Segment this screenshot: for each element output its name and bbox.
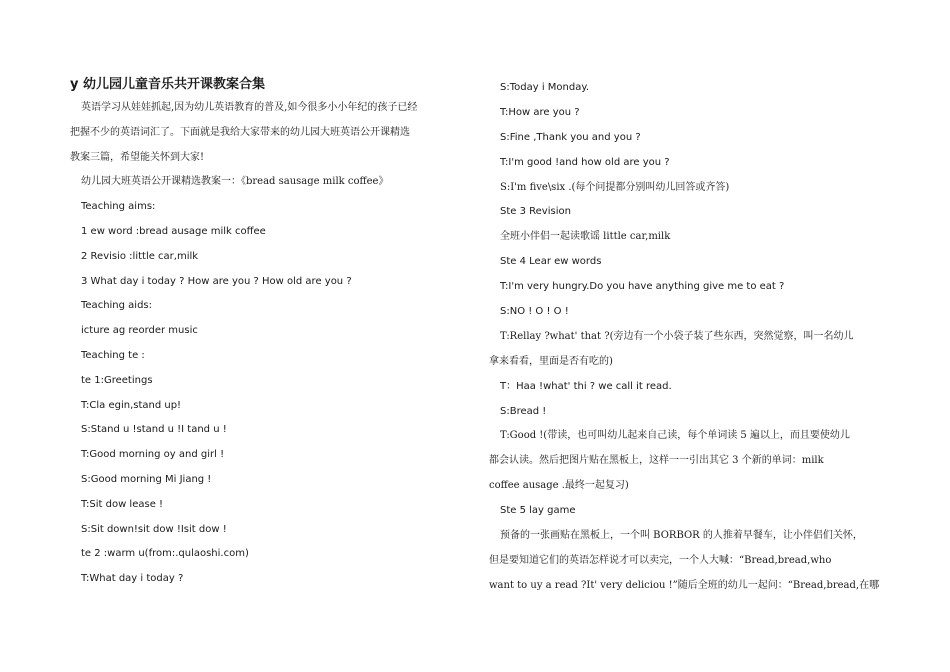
text-line: S:Today i Monday. (500, 82, 590, 93)
text-line: T:Good !(带读，也可叫幼儿起来自己读，每个单词读 5 遍以上，而且要使幼儿 (500, 430, 850, 442)
text-line: S:NO ! O ! O ! (500, 306, 569, 318)
text-line: 2 Revisio :little car,milk (81, 250, 199, 262)
text-line: T:I'm good !and how old are you ? (500, 156, 670, 168)
text-line: te 1:Greetings (81, 374, 153, 386)
text-line: T:Sit dow lease ! (81, 498, 164, 510)
text-line: 幼儿园大班英语公开课精选教案一：《bread sausage milk coffee》 (81, 176, 389, 188)
text-line: want to uy a read ?It' very deliciou !”随后全班的幼儿一起问：“Bread,bread,在哪 (489, 579, 880, 591)
text-line: T:Cla egin,stand up! (81, 399, 182, 411)
text-line: T:What day i today ? (81, 573, 184, 585)
right-column-lines (489, 76, 889, 599)
text-line: Teaching aids: (81, 300, 153, 312)
text-line: 拿来看看，里面是否有吃的) (489, 355, 613, 367)
text-line: T:Rellay ?what' that ?(旁边有一个小袋子装了些东西，突然觉察，叫一名幼儿 (500, 330, 854, 342)
text-line: 都会认读。然后把图片贴在黑板上，这样一一引出其它 3 个新的单词：milk (489, 455, 824, 467)
text-line: S:Good morning Mi Jiang ! (81, 473, 212, 485)
right-column (489, 76, 889, 599)
left-column (70, 74, 470, 592)
text-line: 3 What day i today ? How are you ? How old are you ? (81, 275, 352, 287)
text-line: Ste 3 Revision (500, 206, 571, 218)
text-line: T:How are you ? (500, 106, 580, 118)
text-line: S:Stand u !stand u !I tand u ! (81, 424, 227, 436)
text-line: S:Bread ! (500, 405, 547, 417)
text-line: icture ag reorder music (81, 325, 198, 337)
text-line: T:I'm very hungry.Do you have anything give me to eat ? (500, 281, 785, 293)
text-line: 全班小伴侣一起读歌谣 little car,milk (500, 231, 671, 243)
text-line: 英语学习从娃娃抓起,因为幼儿英语教育的普及,如今很多小小年纪的孩子已经 (81, 102, 418, 113)
text-line: 教案三篇，希望能关怀到大家! (70, 151, 205, 163)
text-line: 预备的一张画贴在黑板上，一个叫 BORBOR 的人推着早餐车，让小伴侣们关怀， (500, 530, 863, 542)
text-line: 但是要知道它们的英语怎样说才可以卖完，一个人大喊：“Bread,bread,who (489, 554, 832, 566)
text-line: T：Haa !what' thi ? we call it read. (500, 380, 672, 392)
document-title: y 幼儿园儿童音乐共开课教案合集 (70, 77, 266, 92)
text-line: Ste 4 Lear ew words (500, 256, 602, 268)
text-line: Teaching te : (81, 349, 145, 361)
text-line: T:Good morning oy and girl ! (81, 449, 225, 461)
text-line: coffee ausage .最终一起复习) (489, 480, 629, 492)
text-line: S:I'm five\six .(每个问提都分别叫幼儿回答或齐答) (500, 181, 730, 193)
left-column-lines (70, 96, 470, 592)
text-line: Ste 5 lay game (500, 505, 576, 517)
text-line: te 2 :warm u(from:.qulaoshi.com) (81, 548, 249, 560)
text-line: 把握不少的英语词汇了。下面就是我给大家带来的幼儿园大班英语公开课精选 (70, 126, 410, 138)
text-line: S:Sit down!sit dow !Isit dow ! (81, 523, 227, 535)
text-line: S:Fine ,Thank you and you ? (500, 131, 641, 143)
text-line: Teaching aims: (81, 201, 156, 213)
text-line: 1 ew word :bread ausage milk coffee (81, 225, 266, 237)
